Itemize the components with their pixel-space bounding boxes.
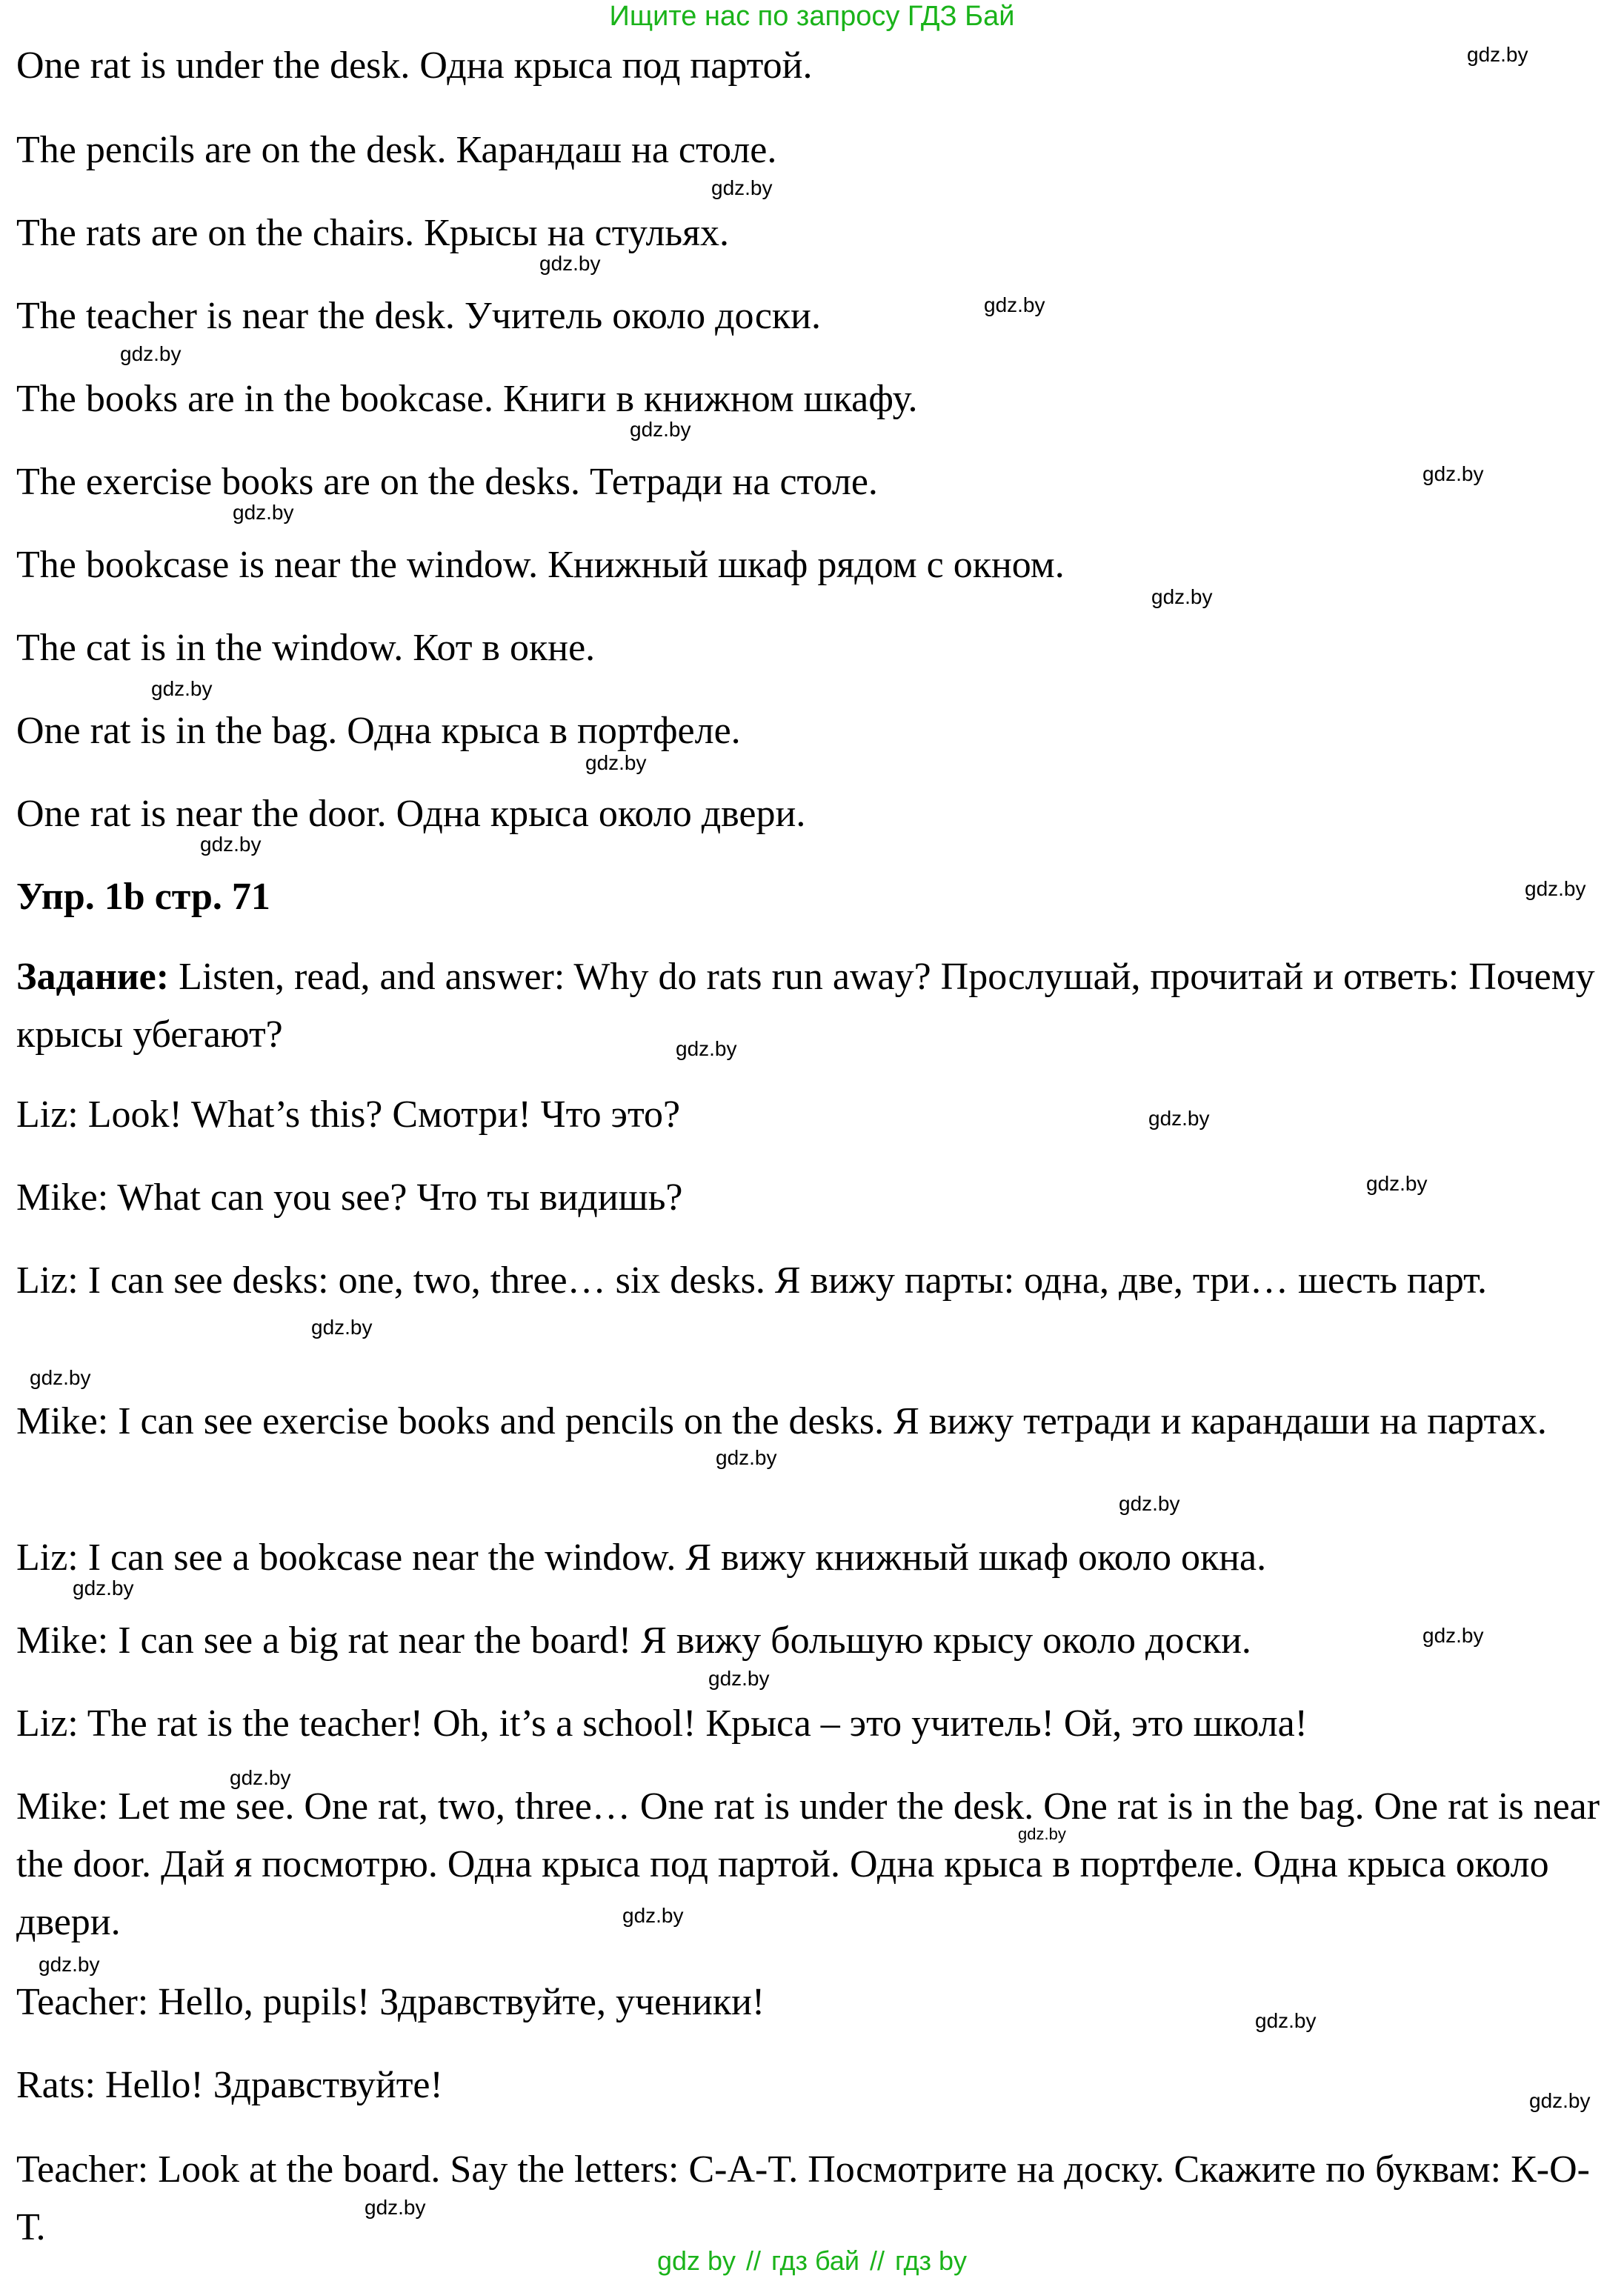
dialogue-line: Mike: I can see a big rat near the board! Я вижу большую крысу около доски. [16, 1619, 1251, 1662]
watermark: gdz.by [73, 1577, 134, 1599]
footer-links [0, 2245, 1624, 2277]
watermark: gdz.by [711, 176, 773, 199]
sentence-line: The pencils are on the desk. Карандаш на столе. [16, 129, 777, 171]
watermark: gdz.by [1366, 1172, 1428, 1195]
watermark: gdz.by [1018, 1825, 1066, 1843]
sentence-line: The books are in the bookcase. Книги в книжном шкафу. [16, 378, 918, 420]
watermark: gdz.by [984, 293, 1045, 316]
watermark: gdz.by [311, 1316, 373, 1339]
dialogue-line: Mike: I can see exercise books and pencils on the desks. Я вижу тетради и карандаши на партах. [16, 1400, 1547, 1442]
dialogue-line: Mike: Let me see. One rat, two, three… One rat is under the desk. One rat is in the bag. One rat is near the door. Дай я посмотрю. Одна крыса под партой. Одна крыса в портфеле. Одна крыса около двери. [16, 1785, 1600, 1943]
footer-link-gdz-by[interactable]: gdz by [656, 2245, 736, 2276]
dialogue-line: Teacher: Look at the board. Say the letters: C-A-T. Посмотрите на доску. Скажите по буквам: К-О-Т. [16, 2148, 1590, 2248]
watermark: gdz.by [708, 1667, 770, 1690]
dialogue-line: Liz: I can see desks: one, two, three… six desks. Я вижу парты: одна, две, три… шесть парт. [16, 1259, 1487, 1302]
watermark: gdz.by [233, 501, 294, 524]
watermark: gdz.by [39, 1953, 100, 1976]
dialogue-line: Liz: The rat is the teacher! Oh, it’s a school! Крыса – это учитель! Ой, это школа! [16, 1702, 1308, 1745]
footer-separator: // [869, 2245, 885, 2276]
sentence-line: The teacher is near the desk. Учитель около доски. [16, 295, 822, 337]
sentence-line: The exercise books are on the desks. Тетради на столе. [16, 461, 878, 503]
watermark: gdz.by [120, 342, 182, 365]
watermark: gdz.by [716, 1446, 777, 1469]
watermark: gdz.by [539, 252, 601, 275]
sentence-line: The cat is in the window. Кот в окне. [16, 627, 596, 669]
sentence-line: One rat is near the door. Одна крыса около двери. [16, 793, 806, 835]
dialogue-line: Liz: I can see a bookcase near the window. Я вижу книжный шкаф около окна. [16, 1536, 1267, 1579]
watermark: gdz.by [1525, 877, 1586, 900]
footer-link-gdz-bai[interactable]: гдз бай [771, 2245, 859, 2276]
footer-separator: // [746, 2245, 762, 2276]
top-banner: Ищите нас по запросу ГДЗ Бай [609, 1, 1015, 32]
sentence-line: The rats are on the chairs. Крысы на стульях. [16, 212, 730, 254]
watermark: gdz.by [1151, 585, 1213, 608]
watermark: gdz.by [1422, 462, 1484, 485]
watermark: gdz.by [30, 1366, 91, 1389]
sentence-line: The bookcase is near the window. Книжный шкаф рядом с окном. [16, 544, 1065, 586]
watermark: gdz.by [676, 1037, 737, 1060]
task-paragraph [16, 948, 1609, 1064]
watermark: gdz.by [1255, 2009, 1317, 2032]
watermark: gdz.by [1148, 1107, 1210, 1130]
watermark: gdz.by [1119, 1492, 1180, 1515]
watermark: gdz.by [230, 1766, 291, 1789]
watermark: gdz.by [622, 1904, 684, 1927]
watermark: gdz.by [365, 2196, 426, 2219]
footer-link-gdz-by-cyr[interactable]: гдз by [895, 2245, 968, 2276]
sentence-line: One rat is in the bag. Одна крыса в портфеле. [16, 710, 741, 752]
watermark: gdz.by [585, 751, 647, 774]
task-text: Listen, read, and answer: Why do rats run away? Прослушай, прочитай и ответь: Почему крысы убегают? [16, 956, 1595, 1056]
watermark: gdz.by [1467, 43, 1528, 66]
dialogue-line: Mike: What can you see? Что ты видишь? [16, 1176, 683, 1219]
watermark: gdz.by [200, 833, 262, 856]
dialogue-line: Teacher: Hello, pupils! Здравствуйте, ученики! [16, 1981, 765, 2023]
watermark: gdz.by [151, 677, 213, 700]
watermark: gdz.by [1529, 2089, 1591, 2112]
exercise-heading: Упр. 1b стр. 71 [16, 876, 270, 918]
dialogue-line: Rats: Hello! Здравствуйте! [16, 2064, 443, 2106]
dialogue-line: Liz: Look! What’s this? Смотри! Что это? [16, 1093, 681, 1136]
watermark: gdz.by [630, 418, 691, 441]
sentence-line: One rat is under the desk. Одна крыса под партой. [16, 44, 813, 87]
task-label: Задание: [16, 956, 170, 998]
watermark: gdz.by [1422, 1624, 1484, 1647]
